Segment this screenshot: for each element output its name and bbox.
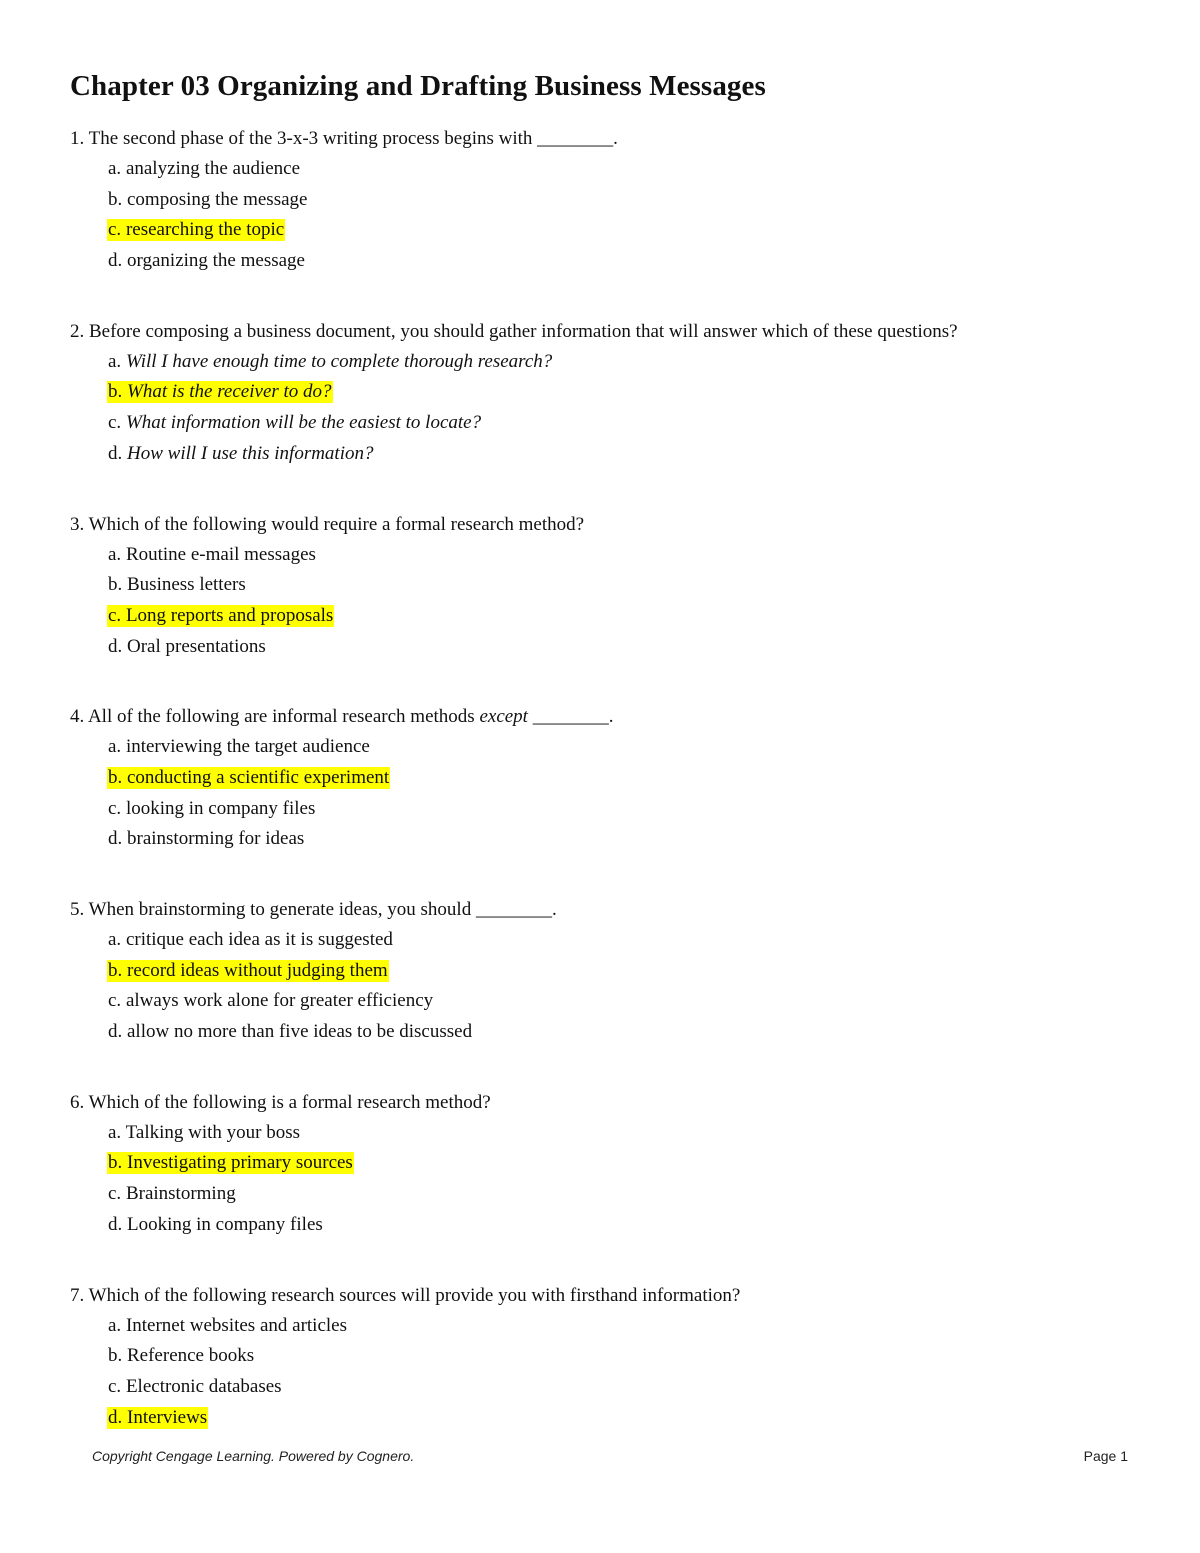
option-list bbox=[70, 1311, 1150, 1434]
question-7 bbox=[70, 1281, 1150, 1434]
option-text: record ideas without judging them bbox=[127, 959, 388, 981]
option-letter: c. bbox=[108, 990, 122, 1012]
option-letter: c. bbox=[108, 1183, 122, 1205]
option-c bbox=[70, 1179, 1150, 1210]
question-number: 5. bbox=[70, 899, 85, 920]
option-letter: d. bbox=[108, 828, 123, 850]
option-list bbox=[70, 732, 1150, 855]
question-number: 2. bbox=[70, 320, 85, 342]
option-letter: d. bbox=[108, 1213, 123, 1235]
option-text: composing the message bbox=[127, 188, 308, 210]
option-a bbox=[70, 732, 1150, 763]
option-a bbox=[70, 1118, 1150, 1149]
option-b bbox=[70, 1341, 1150, 1372]
question-number: 1. bbox=[70, 128, 85, 149]
copyright-notice: Copyright Cengage Learning. Powered by Cognero. bbox=[92, 1448, 415, 1464]
question-stem: Which of the following is a formal research method? bbox=[88, 1091, 491, 1113]
option-letter: c. bbox=[108, 797, 122, 819]
option-text: critique each idea as it is suggested bbox=[125, 929, 393, 950]
option-c-correct-highlight bbox=[70, 601, 1150, 632]
option-b bbox=[70, 570, 1150, 601]
option-letter: a. bbox=[108, 1121, 122, 1143]
question-6 bbox=[70, 1088, 1150, 1241]
option-list bbox=[70, 925, 1150, 1048]
option-letter: a. bbox=[108, 158, 122, 179]
option-text: Routine e-mail messages bbox=[125, 543, 316, 565]
option-letter: b. bbox=[108, 574, 123, 596]
option-c-correct-highlight bbox=[70, 215, 1150, 246]
question-list bbox=[70, 124, 1150, 1473]
option-letter: b. bbox=[108, 766, 123, 788]
option-text: Reference books bbox=[127, 1345, 255, 1367]
option-text: Long reports and proposals bbox=[125, 604, 334, 626]
question-text bbox=[70, 895, 1150, 925]
option-list bbox=[70, 154, 1150, 277]
option-letter: a. bbox=[108, 350, 122, 372]
option-letter: b. bbox=[108, 1345, 123, 1367]
option-c bbox=[70, 986, 1150, 1017]
option-list bbox=[70, 1118, 1150, 1241]
question-text bbox=[70, 1281, 1150, 1311]
option-text: Talking with your boss bbox=[125, 1121, 301, 1143]
option-list bbox=[70, 347, 1150, 470]
option-d bbox=[70, 1210, 1150, 1241]
option-text: Internet websites and articles bbox=[125, 1314, 347, 1336]
option-text: Brainstorming bbox=[125, 1183, 236, 1205]
option-c bbox=[70, 1372, 1150, 1403]
option-text: What information will be the easiest to locate? bbox=[125, 412, 482, 434]
question-stem: The second phase of the 3-x-3 writing process begins with ________. bbox=[88, 128, 618, 149]
option-b-correct-highlight bbox=[70, 377, 1150, 408]
option-text: researching the topic bbox=[125, 219, 285, 241]
option-d bbox=[70, 439, 1150, 470]
option-letter: d. bbox=[108, 250, 123, 272]
option-letter: d. bbox=[108, 1021, 123, 1043]
option-d bbox=[70, 1017, 1150, 1048]
question-number: 7. bbox=[70, 1284, 85, 1306]
question-blank: ________. bbox=[532, 706, 614, 728]
option-text: brainstorming for ideas bbox=[127, 828, 305, 850]
option-d bbox=[70, 246, 1150, 277]
page-number: Page 1 bbox=[1083, 1448, 1128, 1464]
option-text: looking in company files bbox=[125, 797, 316, 819]
option-letter: c. bbox=[108, 412, 122, 434]
option-letter: c. bbox=[108, 604, 122, 626]
question-text bbox=[70, 124, 1150, 154]
option-text: Business letters bbox=[127, 574, 246, 596]
question-text bbox=[70, 702, 1150, 732]
option-letter: b. bbox=[108, 188, 123, 210]
option-list bbox=[70, 540, 1150, 663]
option-b bbox=[70, 185, 1150, 216]
option-letter: a. bbox=[108, 736, 122, 758]
option-letter: c. bbox=[108, 1375, 122, 1397]
option-d bbox=[70, 632, 1150, 663]
option-c bbox=[70, 794, 1150, 825]
question-number: 3. bbox=[70, 513, 85, 535]
option-b-correct-highlight bbox=[70, 763, 1150, 794]
option-text: interviewing the target audience bbox=[125, 736, 370, 758]
question-number: 4. bbox=[70, 706, 85, 728]
option-d-correct-highlight bbox=[70, 1403, 1150, 1434]
question-stem: Which of the following research sources will provide you with firsthand information? bbox=[88, 1284, 741, 1306]
question-3 bbox=[70, 510, 1150, 663]
option-letter: b. bbox=[108, 959, 123, 981]
option-a bbox=[70, 347, 1150, 378]
question-stem: Before composing a business document, you should gather information that will answer which of these questions? bbox=[89, 320, 958, 342]
option-letter: a. bbox=[108, 543, 122, 565]
option-text: What is the receiver to do? bbox=[127, 381, 332, 403]
question-text bbox=[70, 1088, 1150, 1118]
question-2 bbox=[70, 317, 1150, 470]
question-4 bbox=[70, 702, 1150, 855]
option-a bbox=[70, 925, 1150, 956]
option-text: allow no more than five ideas to be discussed bbox=[127, 1021, 473, 1043]
question-emphasis: except bbox=[479, 706, 528, 728]
option-letter: a. bbox=[108, 929, 122, 950]
option-a bbox=[70, 154, 1150, 185]
option-letter: c. bbox=[108, 219, 122, 241]
option-letter: d. bbox=[108, 1406, 123, 1428]
option-b-correct-highlight bbox=[70, 1148, 1150, 1179]
option-b-correct-highlight bbox=[70, 956, 1150, 987]
option-text: organizing the message bbox=[127, 250, 305, 272]
question-text bbox=[70, 510, 1150, 540]
page-title: Chapter 03 Organizing and Drafting Business Messages bbox=[70, 70, 766, 102]
option-letter: d. bbox=[108, 635, 123, 657]
option-a bbox=[70, 1311, 1150, 1342]
option-letter: b. bbox=[108, 381, 123, 403]
option-a bbox=[70, 540, 1150, 571]
page-footer bbox=[92, 1448, 1128, 1464]
option-text: Investigating primary sources bbox=[127, 1152, 353, 1174]
question-stem: Which of the following would require a formal research method? bbox=[88, 513, 585, 535]
question-1 bbox=[70, 124, 1150, 277]
question-text bbox=[70, 317, 1150, 347]
question-5 bbox=[70, 895, 1150, 1048]
question-number: 6. bbox=[70, 1091, 85, 1113]
question-stem: When brainstorming to generate ideas, you should ________. bbox=[88, 899, 557, 920]
option-text: always work alone for greater efficiency bbox=[125, 990, 434, 1012]
option-text: Electronic databases bbox=[125, 1375, 282, 1397]
option-text: Oral presentations bbox=[127, 635, 266, 657]
option-text: conducting a scientific experiment bbox=[127, 766, 390, 788]
option-text: Interviews bbox=[127, 1406, 208, 1428]
question-stem: All of the following are informal research methods bbox=[87, 706, 475, 728]
option-d bbox=[70, 824, 1150, 855]
option-letter: b. bbox=[108, 1152, 123, 1174]
option-letter: d. bbox=[108, 442, 123, 464]
option-text: analyzing the audience bbox=[125, 158, 301, 179]
option-text: Looking in company files bbox=[127, 1213, 323, 1235]
option-c bbox=[70, 408, 1150, 439]
option-letter: a. bbox=[108, 1314, 122, 1336]
option-text: Will I have enough time to complete thorough research? bbox=[125, 350, 553, 372]
option-text: How will I use this information? bbox=[127, 442, 374, 464]
